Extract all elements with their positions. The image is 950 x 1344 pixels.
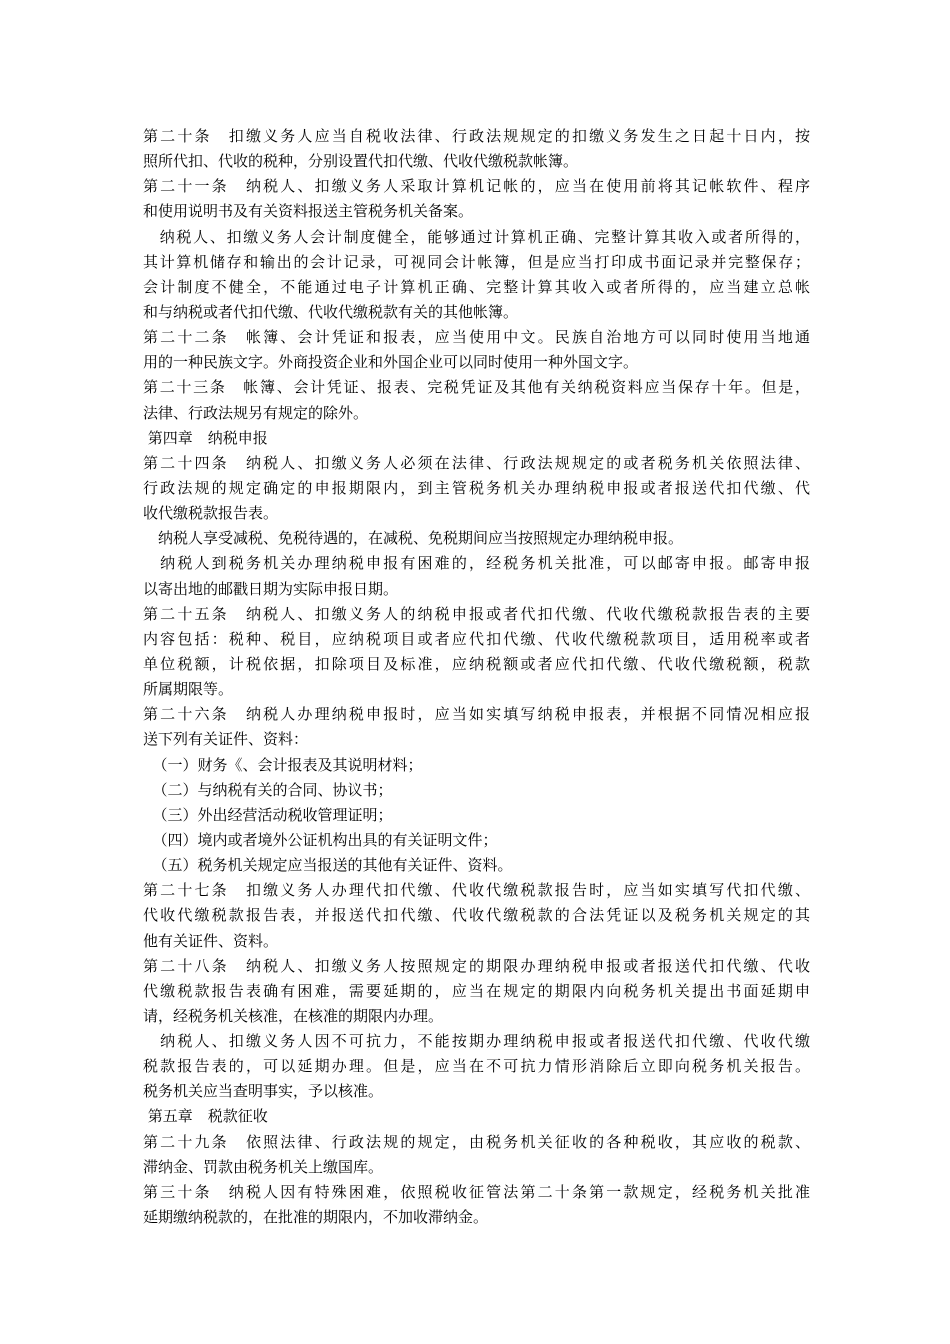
- text-line: 纳税人、扣缴义务人因不可抗力，不能按期办理纳税申报或者报送代扣代缴、代收代缴: [143, 1032, 810, 1051]
- text-line: 内容包括：税种、税目，应纳税项目或者应代扣代缴、代收代缴税款项目，适用税率或者: [143, 629, 810, 648]
- text-line: 请，经税务机关核准，在核准的期限内办理。: [143, 1006, 444, 1025]
- text-line: 纳税人、扣缴义务人会计制度健全，能够通过计算机正确、完整计算其收入或者所得的，: [143, 227, 810, 246]
- text-line: 第二十四条 纳税人、扣缴义务人必须在法律、行政法规规定的或者税务机关依照法律、: [143, 453, 810, 472]
- text-line: 第二十五条 纳税人、扣缴义务人的纳税申报或者代扣代缴、代收代缴税款报告表的主要: [143, 604, 810, 623]
- text-line: 纳税人享受减税、免税待遇的，在减税、免税期间应当按照规定办理纳税申报。: [143, 529, 684, 548]
- document-body: [143, 124, 810, 1230]
- text-line: 其计算机储存和输出的会计记录，可视同会计帐簿，但是应当打印成书面记录并完整保存；: [143, 252, 810, 271]
- text-line: 代收代缴税款报告表，并报送代扣代缴、代收代缴税款的合法凭证以及税务机关规定的其: [143, 906, 810, 925]
- text-line: 第三十条 纳税人因有特殊困难，依照税收征管法第二十条第一款规定，经税务机关批准: [143, 1182, 810, 1201]
- text-line: （一）财务《、会计报表及其说明材料；: [143, 755, 423, 774]
- text-line: （三）外出经营活动税收管理证明；: [143, 805, 393, 824]
- text-line: 税务机关应当查明事实，予以核准。: [143, 1082, 384, 1101]
- text-line: （四）境内或者境外公证机构出具的有关证明文件；: [143, 830, 498, 849]
- text-line: 他有关证件、资料。: [143, 931, 279, 950]
- text-line: 第二十九条 依照法律、行政法规的规定，由税务机关征收的各种税收，其应收的税款、: [143, 1132, 810, 1151]
- text-line: 以寄出地的邮戳日期为实际申报日期。: [143, 579, 399, 598]
- text-line: 会计制度不健全，不能通过电子计算机正确、完整计算其收入或者所得的，应当建立总帐: [143, 277, 810, 296]
- text-line: 滞纳金、罚款由税务机关上缴国库。: [143, 1157, 384, 1176]
- text-line: 和与纳税或者代扣代缴、代收代缴税款有关的其他帐簿。: [143, 302, 519, 321]
- text-line: 第二十一条 纳税人、扣缴义务人采取计算机记帐的，应当在使用前将其记帐软件、程序: [143, 177, 810, 196]
- text-line: 第二十八条 纳税人、扣缴义务人按照规定的期限办理纳税申报或者报送代扣代缴、代收: [143, 956, 810, 975]
- text-line: 第二十二条 帐簿、会计凭证和报表，应当使用中文。民族自治地方可以同时使用当地通: [143, 328, 810, 347]
- text-line: 照所代扣、代收的税种，分别设置代扣代缴、代收代缴税款帐簿。: [143, 152, 579, 171]
- text-line: 用的一种民族文字。外商投资企业和外国企业可以同时使用一种外国文字。: [143, 353, 639, 372]
- text-line: 法律、行政法规另有规定的除外。: [143, 403, 369, 422]
- text-line: （二）与纳税有关的合同、协议书；: [143, 780, 393, 799]
- text-line: 纳税人到税务机关办理纳税申报有困难的，经税务机关批准，可以邮寄申报。邮寄申报: [143, 554, 810, 573]
- text-line: 代缴税款报告表确有困难，需要延期的，应当在规定的期限内向税务机关提出书面延期申: [143, 981, 810, 1000]
- text-line: （五）税务机关规定应当报送的其他有关证件、资料。: [143, 856, 513, 875]
- text-line: 延期缴纳税款的，在批准的期限内，不加收滞纳金。: [143, 1208, 489, 1227]
- text-line: 第五章 税款征收: [143, 1107, 268, 1126]
- text-line: 所属期限等。: [143, 680, 234, 699]
- text-line: 第二十三条 帐簿、会计凭证、报表、完税凭证及其他有关纳税资料应当保存十年。但是，: [143, 378, 810, 397]
- text-line: 第二十七条 扣缴义务人办理代扣代缴、代收代缴税款报告时，应当如实填写代扣代缴、: [143, 881, 810, 900]
- text-line: 送下列有关证件、资料：: [143, 730, 309, 749]
- text-line: 和使用说明书及有关资料报送主管税务机关备案。: [143, 202, 474, 221]
- text-line: 第二十六条 纳税人办理纳税申报时，应当如实填写纳税申报表，并根据不同情况相应报: [143, 705, 810, 724]
- text-line: 第二十条 扣缴义务人应当自税收法律、行政法规规定的扣缴义务发生之日起十日内，按: [143, 127, 810, 145]
- text-line: 行政法规的规定确定的申报期限内，到主管税务机关办理纳税申报或者报送代扣代缴、代: [143, 478, 810, 497]
- text-line: 第四章 纳税申报: [143, 428, 268, 447]
- text-line: 收代缴税款报告表。: [143, 504, 279, 523]
- text-line: 单位税额，计税依据，扣除项目及标准，应纳税额或者应代扣代缴、代收代缴税额，税款: [143, 654, 810, 673]
- text-line: 税款报告表的，可以延期办理。但是，应当在不可抗力情形消除后立即向税务机关报告。: [143, 1057, 810, 1076]
